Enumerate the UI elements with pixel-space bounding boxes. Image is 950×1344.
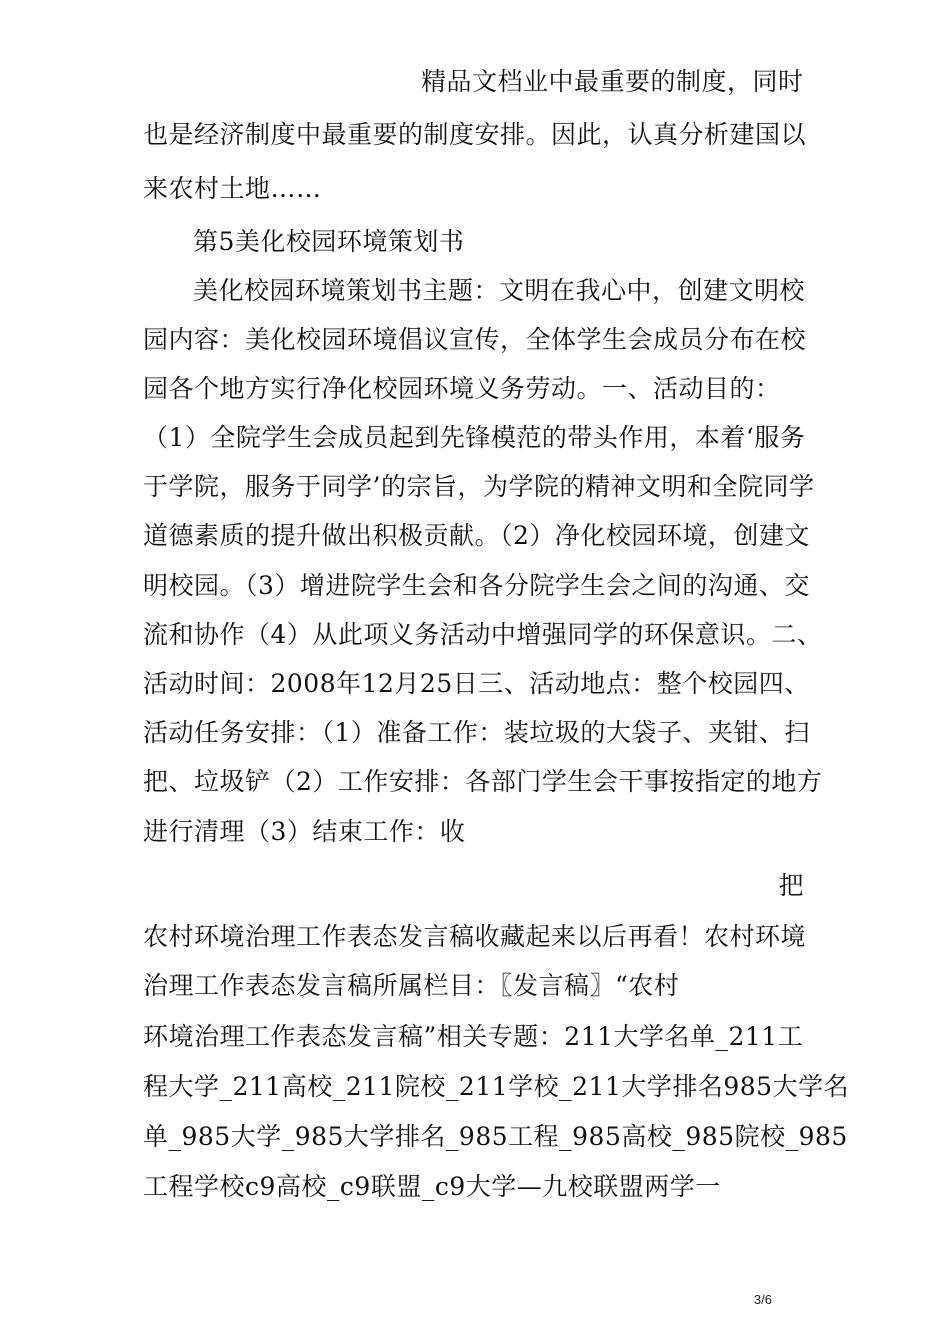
- text-line: 精品文档业中最重要的制度，同时: [421, 67, 804, 96]
- text-line: 程大学_211高校_211院校_211学校_211大学排名985大学名: [143, 1072, 850, 1101]
- text-line: 进行清理（3）结束工作：收: [143, 817, 466, 846]
- text-line: 环境治理工作表态发言稿”相关专题：211大学名单_211工: [143, 1022, 804, 1051]
- text-line: 单_985大学_985大学排名_985工程_985高校_985院校_985: [143, 1122, 848, 1151]
- text-line: 于学院，服务于同学’的宗旨，为学院的精神文明和全院同学: [143, 472, 815, 501]
- text-line: 也是经济制度中最重要的制度安排。因此，认真分析建国以: [143, 120, 807, 149]
- text-line: 园内容：美化校园环境倡议宣传，全体学生会成员分布在校: [143, 325, 807, 354]
- text-line: 治理工作表态发言稿所属栏目：〖发言稿〗“农村: [143, 971, 680, 1000]
- page-number: 3/6: [753, 1292, 772, 1307]
- text-line: 美化校园环境策划书主题：文明在我心中，创建文明校: [193, 276, 806, 305]
- text-line: 把、垃圾铲（2）工作安排：各部门学生会干事按指定的地方: [143, 767, 823, 796]
- text-line: 园各个地方实行净化校园环境义务劳动。一、活动目的：: [143, 374, 781, 403]
- text-line: 把: [778, 871, 804, 900]
- text-line: 来农村土地……: [143, 174, 322, 203]
- section-heading: 第5美化校园环境策划书: [193, 227, 465, 256]
- text-line: 流和协作（4）从此项义务活动中增强同学的环保意识。二、: [143, 620, 823, 649]
- text-line: 农村环境治理工作表态发言稿收藏起来以后再看！农村环境: [143, 922, 807, 951]
- text-line: 明校园。（3）增进院学生会和各分院学生会之间的沟通、交: [143, 571, 810, 600]
- text-line: （1）全院学生会成员起到先锋模范的带头作用，本着‘服务: [143, 423, 806, 452]
- text-line: 工程学校c9高校_c9联盟_c9大学—九校联盟两学一: [143, 1172, 721, 1201]
- text-line: 道德素质的提升做出积极贡献。（2）净化校园环境，创建文: [143, 521, 810, 550]
- text-line: 活动时间：2008年12月25日三、活动地点：整个校园四、: [143, 669, 810, 698]
- text-line: 活动任务安排：（1）准备工作：装垃圾的大袋子、夹钳、扫: [143, 718, 810, 747]
